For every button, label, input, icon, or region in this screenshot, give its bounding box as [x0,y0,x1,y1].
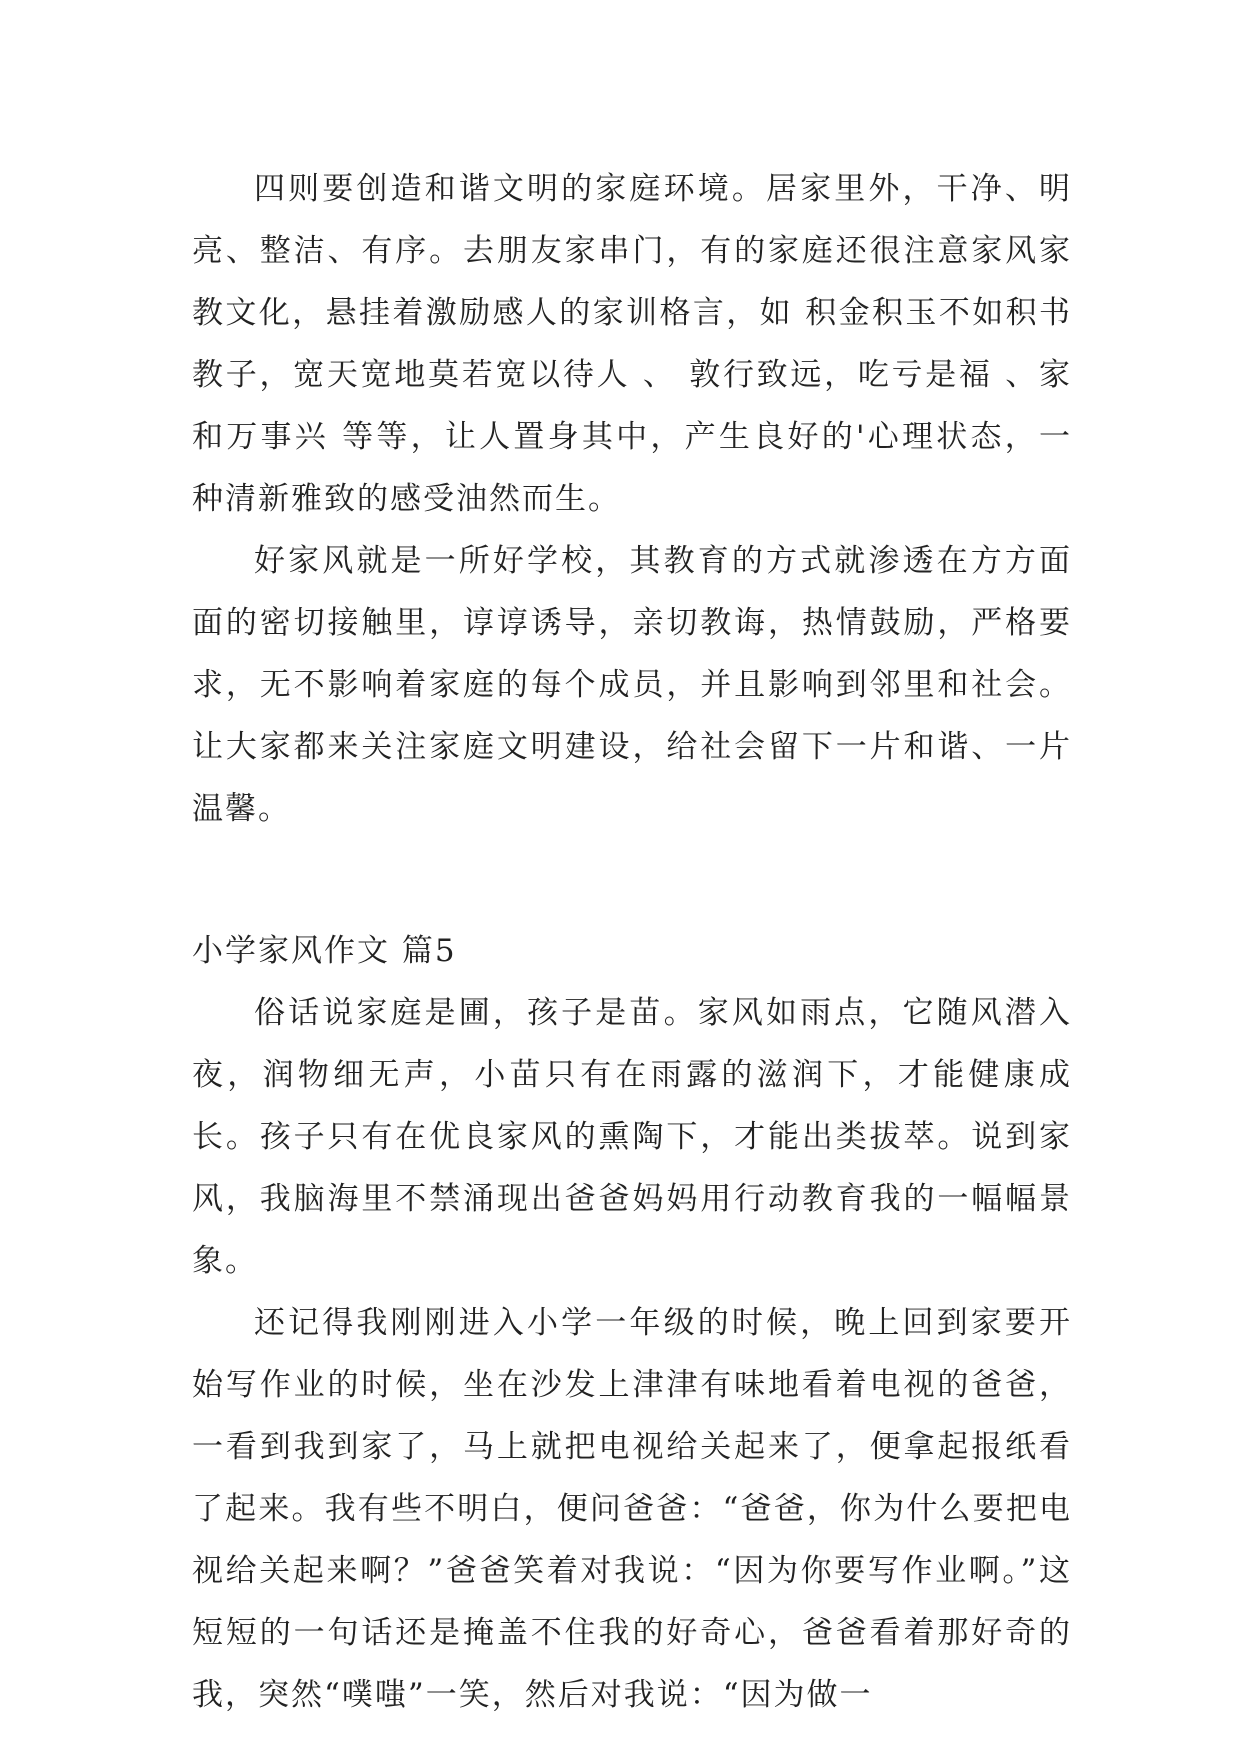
section-heading: 小学家风作文 篇5 [192,933,457,969]
paragraph-family-seedling: 俗话说家庭是圃，孩子是苗。家风如雨点，它随风潜入夜，润物细无声，小苗只有在雨露的滋润下，才能健康成长。孩子只有在优良家风的熏陶下，才能出类拔萃。说到家风，我脑海里不禁涌现出爸爸妈妈用行动教育我的一幅幅景象。 [192,995,1072,1279]
paragraph-family-environment: 四则要创造和谐文明的家庭环境。居家里外，干净、明亮、整洁、有序。去朋友家串门，有的家庭还很注意家风家教文化，悬挂着激励感人的家训格言，如 积金积玉不如积书教子，宽天宽地莫若宽以待人 、 敦行致远，吃亏是福 、家和万事兴 等等，让人置身其中，产生良好的'心理状态，一种清新雅致的感受油然而生。 [192,171,1072,517]
paragraph-good-family-school: 好家风就是一所好学校，其教育的方式就渗透在方方面面的密切接触里，谆谆诱导，亲切教诲，热情鼓励，严格要求，无不影响着家庭的每个成员，并且影响到邻里和社会。让大家都来关注家庭文明建设，给社会留下一片和谐、一片温馨。 [192,543,1072,827]
document-body [192,158,1072,1726]
paragraph-first-grade-memory: 还记得我刚刚进入小学一年级的时候，晚上回到家要开始写作业的时候，坐在沙发上津津有味地看着电视的爸爸，一看到我到家了，马上就把电视给关起来了，便拿起报纸看了起来。我有些不明白，便问爸爸：“爸爸，你为什么要把电视给关起来啊？”爸爸笑着对我说：“因为你要写作业啊。”这短短的一句话还是掩盖不住我的好奇心，爸爸看着那好奇的我，突然“噗嗤”一笑，然后对我说：“因为做一 [192,1305,1072,1713]
